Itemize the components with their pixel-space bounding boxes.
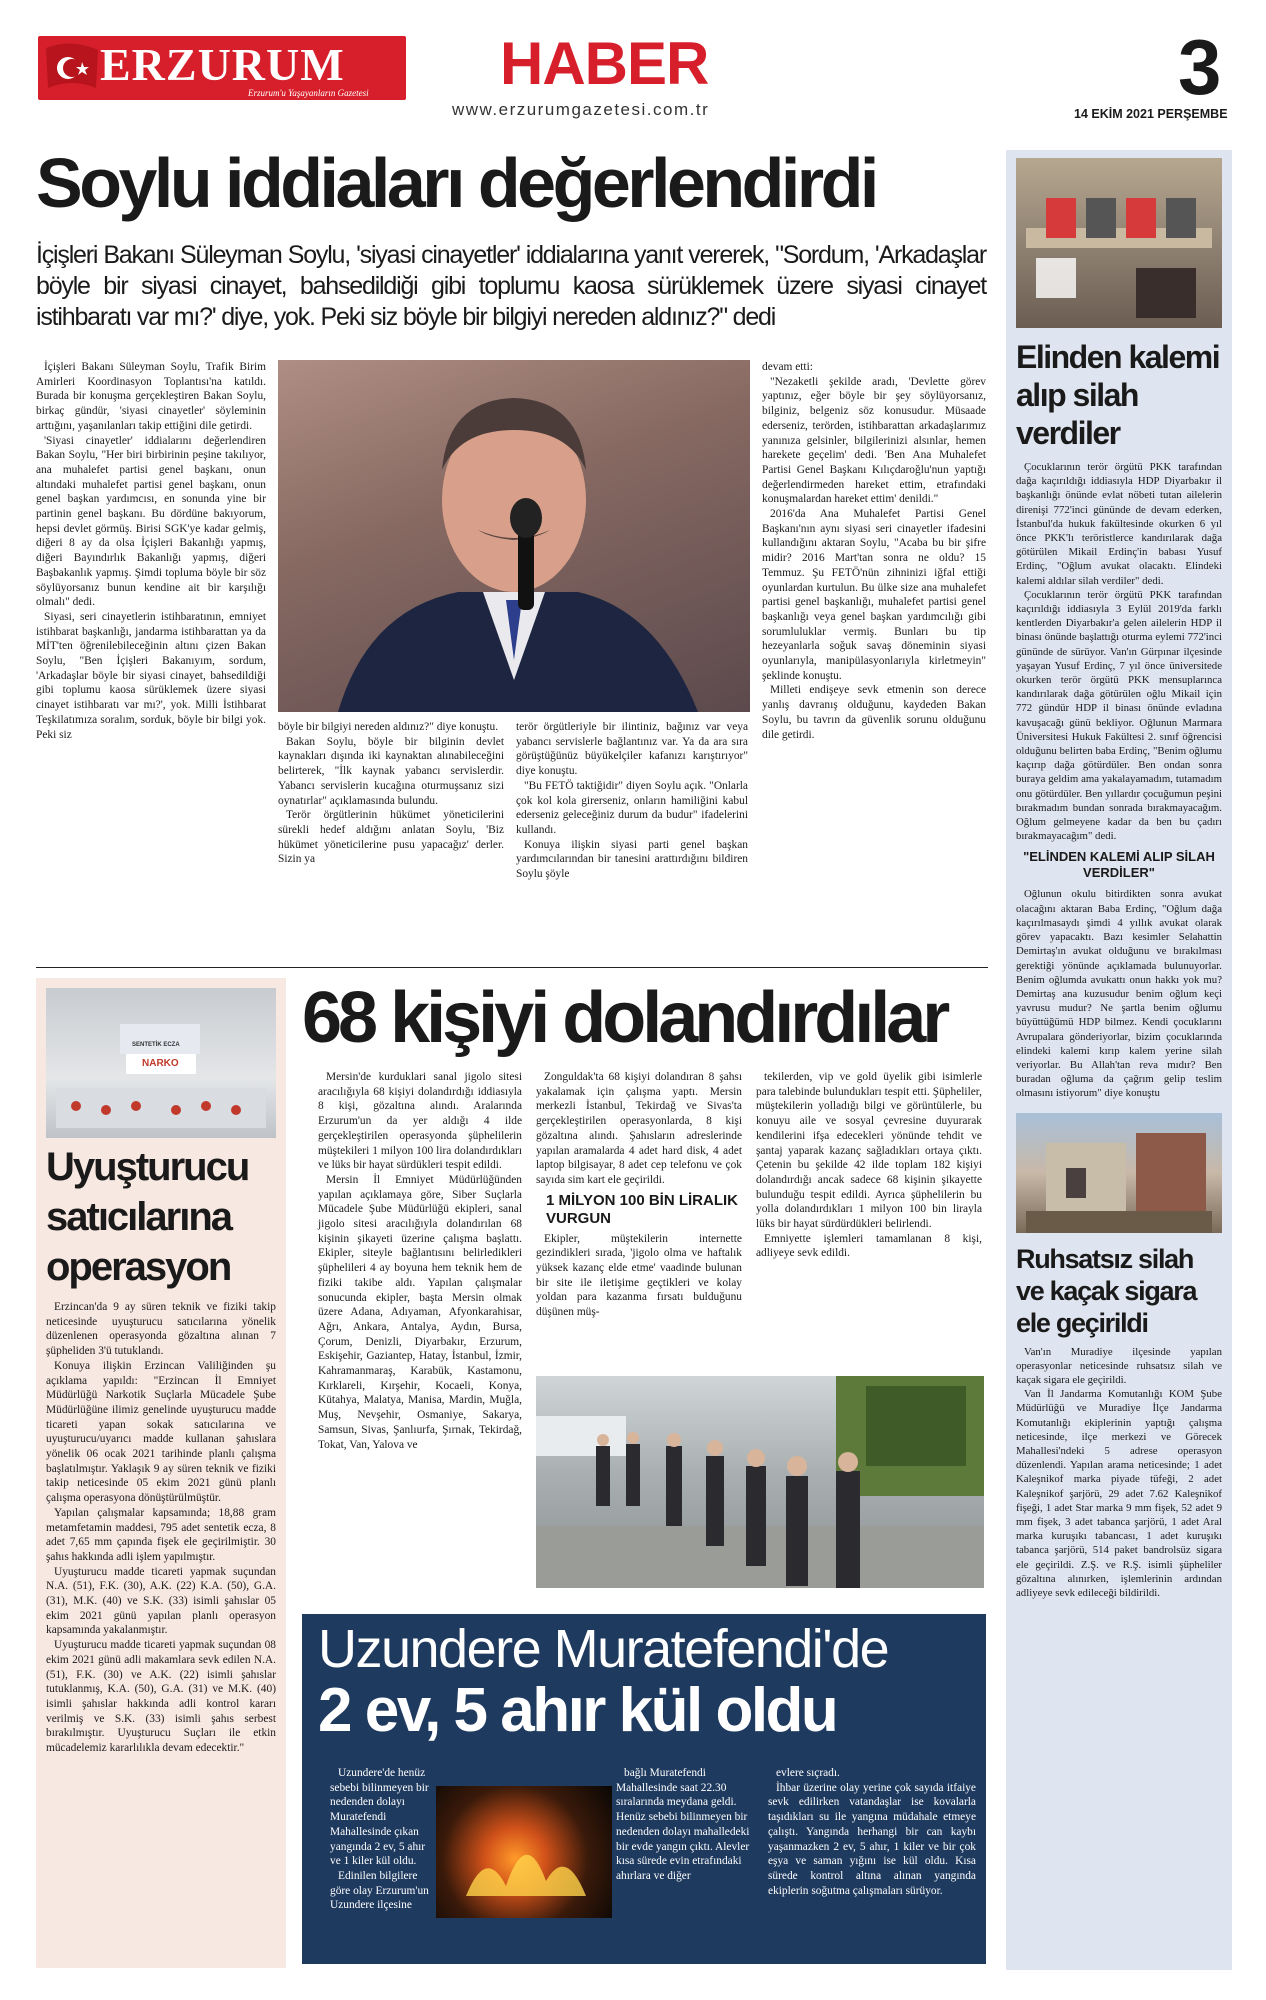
main-col2: böyle bir bilgiyi nereden aldınız?" diye konuştu. Bakan Soylu, böyle bir bilginin devlet kaynakları dışında iki kaynaktan alınabileceğini belirterek, "İlk kaynak yabancı servislerdir. Yabancı servislerin kucağına oturmuşsanız sizi oynatırlar" açıklamasında bulundu. Terör örgütlerinin hükümet yöneticilerini sürekli hedef aldığını anlatan Soylu, 'Biz hükümet yöneticilerine pusu yapacağız' derler. Sizin ya [278, 721, 504, 866]
flag-icon [42, 40, 102, 96]
drug-panel [36, 978, 286, 1968]
section-title: HABER [500, 30, 709, 97]
main-headline: Soylu iddiaları değerlendirdi [36, 144, 876, 222]
main-spot: İçişleri Bakanı Süleyman Soylu, 'siyasi cinayetler' iddialarına yanıt vererek, "Sordum, 'Arkadaşlar böyle bir siyasi cinayet, bahsedildiği gibi toplumu kaosa sürüklemek üzere siyasi cinayet istihbaratı var mı?' diye, yok. Peki siz böyle bir bilgiyi nereden aldınız?" dedi [36, 241, 986, 331]
fraud-photo [536, 1376, 984, 1588]
portrait-figure [278, 360, 750, 712]
logo [38, 36, 406, 100]
sidebar-photo-2 [1016, 1113, 1222, 1233]
drug-headline: Uyuşturucu satıcılarına operasyon [46, 1145, 249, 1289]
fraud-col1: Mersin'de kurduklari sanal jigolo sitesi aracılığıyla 68 kişiyi dolandırdığı iddiasıyla 8 kişi, gözaltına alındı. Aralarında Erzurum'un da yer aldığı 4 ilde gerçekleştirilen operasyonda şüphelilerin müştekileri 1 milyon 100 lira dolandırdıkları ve lüks bir hayat sürdükleri tespit edildi. Mersin İl Emniyet Müdürlüğünden yapılan açıklamaya göre, Siber Suçlarla Mücadele Şube Müdürlüğü ekipleri, sanal jigolo sitesi aracılığıyla dolandırılan 68 kişinin şikayeti üzerine çalışma başlattı. Ekipler, siteyle bağlantısını belirledikleri şüphelileri 4 ay boyuna hem teknik hem de fiziki takibe aldı. Yapılan çalışmalar sonucunda ekipler, başta Mersin olmak üzere Adana, Adıyaman, Afyonkarahisar, Ağrı, Ankara, Antalya, Aydın, Bursa, Çorum, Denizli, Diyarbakır, Erzurum, Eskişehir, Gaziantep, Hatay, İstanbul, İzmir, Kahramanmaraş, Karabük, Kastamonu, Kırklareli, Kırşehir, Kocaeli, Konya, Kütahya, Malatya, Manisa, Mardin, Muğla, Muş, Nevşehir, Osmaniye, Sakarya, Samsun, Sivas, Şanlıurfa, Şırnak, Tekirdağ, Tokat, Van, Yalova ve [318, 1071, 522, 1451]
main-col1: İçişleri Bakanı Süleyman Soylu, Trafik Birim Amirleri Koordinasyon Toplantısı'na katıldı. Burada bir konuşma gerçekleştiren Bakan Soylu, birkaç gündür, 'siyasi cinayetler' söyleminin arttığını, yaşanılanları takip ettiğini dile getirdi. 'Siyasi cinayetler' iddialarını değerlendiren Bakan Soylu, "Her biri birbirinin peşine takılıyor, ana muhalefet partisi genel başkanı, onun altındaki muhalefet partisi genel başkanı, onun genel başkan yardımcısı, en sonunda yine bir partinin genel başkanı. Bu dördüne bakıyorum, hepsi devlet görmüş. Birisi SGK'ye kadar gelmiş, diğeri 8 ay da olsa İçişleri Bakanlığı yapmış, diğeri Bayındırlık Bakanlığı yapmış, diğeri Başbakanlık yapmış. Şimdi topluma böyle bir söz söylüyorsanız bunun kendine ait bir karşılığı olmalı" dedi. Siyasi, seri cinayetlerin istihbaratının, emniyet istihbarat başkanlığı, jandarma istihbarattan ya da MİT'ten öğrenilebileceğinin altını çizen Bakan Soylu, "Ben İçişleri Bakanıyım, sordum, 'Arkadaşlar böyle bir siyasi cinayet, bahsedildiği gibi toplumu kaosa sürüklemek üzere siyasi cinayet istihbaratı var mı?', yok. Milli İstihbarat Teşkilatımıza soralım, sorduk, böyle bir bilgi yok. Peki siz [36, 361, 266, 741]
fire-headline-1: Uzundere Muratefendi'de [318, 1619, 889, 1679]
fraud-col3: tekilerden, vip ve gold üyelik gibi isimlerle para talebinde bulundukları tespit etti. Şüpheliler, müştekilerin yolladığı bilgi ve görüntülerle, bu konuyu aile ve sosyal çevresine duyurarak kendilerini ifşa edecekleri yönünde tehdit ve şantaj yaparak kazanç sağladıkları ortaya çıktı. Çetenin bu şekilde 42 ilde toplam 182 kişiyi dolandırdığı ancak sadece 68 kişinin şikayette bulunduğu tespit edildi. Ayrıca şüphelilerin bu yolla dolandırdıkları 1 milyon 100 bin lirayla lüks bir hayat sürdürdükleri belirlendi. Emniyette işlemleri tamamlanan 8 kişi, adliyeye sevk edildi. [756, 1071, 982, 1260]
masthead [0, 0, 1266, 140]
page-number: 3 [1178, 23, 1222, 111]
website-url: www.erzurumgazetesi.com.tr [452, 100, 710, 119]
sidebar-story2-body: Van'ın Muradiye ilçesinde yapılan operasyonlar neticesinde ruhsatsız silah ve kaçak sigara ele geçirildi. Van İl Jandarma Komutanlığı KOM Şube Müdürlüğü ve Muradiye İlçe Jandarma Komutanlığı ekiplerinin yaptığı çalışma neticesinde, ilçe merkezi ve Görecek Mahallesi'ndeki 5 adrese operasyon düzenlendi. Yapılan arama neticesinde; 1 adet Kaleşnikof marka piyade tüfeği, 2 adet Kaleşnikof şarjörü, 29 adet 7.62 Kaleşnikof fişeği, 1 adet Star marka 9 mm fişek, 52 adet 9 mm fişek, 3 adet tabanca şarjörü, 1 adet Aral marka kuruşıkı tabancası, 1 adet kuruşıkı tabanca şarjörü, 514 paket bandrolsüz sigara ele geçirildi. Z.Ş. ve R.Ş. isimli şüpheliler gözaltına alınırken, işlemlerinin ardından adliyeye sevk edileceği bildirildi. [1016, 1345, 1222, 1599]
fraud-subhead: 1 MİLYON 100 BİN LİRALIK VURGUN [546, 1191, 738, 1227]
photo-label: SENTETİK ECZA [132, 1042, 180, 1048]
logo-tagline: Erzurum'u Yaşayanların Gazetesi [248, 88, 369, 98]
drug-photo [46, 988, 276, 1138]
sidebar-panel: Elinden kalemi alıp silah verdiler Çocuklarının terör örgütü PKK tarafından dağa kaçırıldığı iddiasıyla HDP Diyarbakır il başkanlığı önünde evlat nöbeti tutan ailelerin direnişi 772'inci gününde de devam ederken, İstanbul'da hukuk fakültesinde okurken 6 yıl önce PKK'lı teröristlerce kandırılarak dağa götürülen Mikail Erdinç'in babası Yusuf Erdinç, "Oğlum avukat olacaktı. Elindeki kalemi aldılar silah verdiler" dedi. Çocuklarının terör örgütü PKK tarafından kaçırıldığı iddiasıyla 3 Eylül 2019'da farklı kentlerden Diyarbakır'a gelen ailelerin HDP il binası önünde başlattığı oturma eylemi 772'inci gününde de sürüyor. Van'ın Gürpınar ilçesinde yaşayan Yusuf Erdinç, 7 yıl önce üniversitede okurken terör örgütü PKK mensuplarınca kandırılarak dağa götürülen oğlu Mikail için 772 gündür HDP il binası önünde evladına kavuşacağı günü bekliyor. Oğlunun Marmara Üniversitesi Hukuk Fakültesi 2. sınıf öğrencisi olduğunu belirten baba Erdinç, "Benim oğlumu kaçırıp dağa götürdüler. Ben ondan sonra buraya geldim ama yakalayamadım, tutamadım onu götürdüler. Ben yıllardır çocuğumun peşini bırakmadım bundan sonrada bırakmayacağım. Oğlum gelmeyene kadar da ben bu çadırı bırakmayacağım" dedi. "ELİNDEN KALEMİ ALIP SİLAH VERDİLER" Oğlunun okulu bitirdikten sonra avukat olacağını aktaran Baba Erdinç, "Oğlum dağa kaçırılmasaydı şimdi 4 yıllık avukat olarak görev yapacaktı. Bazı kesimler Selahattin Demirtaş'ın avukat olduğunu ve bırakılması gerektiği yönünde açıklamada bulunuyorlar. Benim oğlumda avukattı onun hakkı yok mu? Demirtaş ana kuzusudur benim oğlum keçi yavrusu mudur? Ne şartla benim oğlumu büyüttüğümü HDP bilmez. Kendi çocuklarını Avrupalara gönderiyorlar, bizim çocuklarında elindeki kalemi kırıp kalem yerine silah veriyorlar. Bu Allah'tan reva mıdır? Ben buradan oğluma da çağrım gelip teslim olmasını istiyorum" diye konuştu Ruhsatsız silah ve kaçak sigara ele geçirildi Van'ın Muradiye ilçesinde yapılan operasyonlar neticesinde ruhsatsız silah ve kaçak sigara ele geçirildi. Van İl Jandarma Komutanlığı KOM Şube Müdürlüğü ve Muradiye İlçe Jandarma Komutanlığı ekiplerinin yaptığı çalışma neticesinde, ilçe merkezi ve Görecek Mahallesi'ndeki 5 adrese operasyon düzenlendi. Yapılan arama neticesinde; 1 adet Kaleşnikof marka piyade tüfeği, 2 adet Kaleşnikof şarjörü, 29 adet 7.62 Kaleşnikof fişeği, 1 adet Star marka 9 mm fişek, 52 adet 9 mm fişek, 3 adet tabanca şarjörü, 1 adet Aral marka kuruşıkı tabancası, 1 adet kuruşıkı tabanca şarjörü, 514 paket bandrolsüz sigara ele geçirildi. Z.Ş. ve R.Ş. isimli şüpheliler gözaltına alınırken, işlemlerinin ardından adliyeye sevk edileceği bildirildi. [1006, 150, 1232, 1970]
sidebar-subhead: "ELİNDEN KALEMİ ALIP SİLAH VERDİLER" [1023, 849, 1215, 881]
sidebar-headline-2: Ruhsatsız silah ve kaçak sigara ele geçirildi [1016, 1243, 1197, 1338]
divider [36, 967, 988, 968]
photo-label-narko: NARKO [142, 1058, 179, 1069]
fire-col3: evlere sıçradı. İhbar üzerine olay yerine çok sayıda itfaiye sevk edilirken vatandaşlar ise kovalarla taşıdıkları su ile yangına müdahale etmeye çalıştı. Yangında herhangi bir can kaybı yaşanmazken 2 ev, 5 ahır, 1 kiler ve bir çok eşya ve saman yığını ise kül oldu. Kısa sürede kontrol altına alınan yangında ekiplerin soğutma çalışmaları sürüyor. [768, 1767, 976, 1897]
main-col3: terör örgütleriyle bir ilintiniz, bağınız var veya yabancı servislerle bağlantınız var. Ya da ara sıra görüştüğünüz büyükelçiler kafanızı karıştırıyor" diye konuştu. "Bu FETÖ taktiğidir" diyen Soylu açık. "Onlarla çok kol kola girerseniz, onların hamiliğini kabul ederseniz geleceğiniz durum da budur" ifadelerini kullandı. Konuya ilişkin siyasi parti genel başkan yardımcılarından bir tanesini arattırdığını bildiren Soylu şöyle [516, 721, 748, 881]
drug-body: Erzincan'da 9 ay süren teknik ve fiziki takip neticesinde uyuşturucu satıcılarına yönelik düzenlenen operasyonda gözaltına alınan 7 şüpheliden 3'ü tutuklandı. Konuya ilişkin Erzincan Valiliğinden şu açıklama yapıldı: "Erzincan İl Emniyet Müdürlüğü Narkotik Suçlarla Mücadele Şube Müdürlüğüne ilimiz genelinde uyuşturucu madde ticareti yapan sokak satıcılarına ve uyuşturucu/uyarıcı madde kullanan şahıslara yönelik 06 ocak 2021 tarihinde planlı çalışma başlatılmıştır. Yaklaşık 9 ay süren teknik ve fiziki takip neticesinde 05 ekim 2021 günü planlı çalışma operasyona dönüştürülmüştür. Yapılan çalışmalar kapsamında; 18,88 gram metamfetamin maddesi, 795 adet sentetik ecza, 8 adet 7,65 mm çapında fişek ele geçirilmiştir. 30 şahıs hakkında adli işlem yapılmıştır. Uyuşturucu madde ticareti yapmak suçundan N.A. (51), F.K. (30), A.K. (22) K.A. (50), G.A. (31), M.K. (40) ve S.K. (33) isimli şahıslar 05 ekim 2021 günü yapılan planlı operasyon kapsamında yakalanmıştır. Uyuşturucu madde ticareti yapmak suçundan 08 ekim 2021 günü adli makamlara sevk edilen N.A. (51), F.K. (30) ve A.K. (22) isimli şahıslar tutuklanmış, K.A. (50), G.A. (31) ve M.K. (40) isimli şahıslar hakkında adli kontrol kararı verilmiş ve S.K. (33) isimli şahıs serbest bırakılmıştır. Uyuşturucu Suçları ile etkin mücadelemiz kararlılıkla devam edecektir." [46, 1301, 276, 1755]
logo-text: ERZURUM [100, 39, 345, 90]
issue-date: 14 EKİM 2021 PERŞEMBE [1074, 107, 1228, 121]
soylu-photo [278, 360, 750, 712]
fraud-headline: 68 kişiyi dolandırdılar [302, 978, 947, 1058]
fraud-col2: Zonguldak'ta 68 kişiyi dolandıran 8 şahsı yakalamak için çalışma yaptı. Mersin merkezli İstanbul, Tekirdağ ve Sivas'ta gerçekleştirilen operasyonlarda, 8 kişi gözaltına alındı. Şahısların adreslerinde yapılan aramalarda 4 adet hard disk, 4 adet laptop bilgisayar, 8 adet cep telefonu ve çok sayıda sim kart ele geçirildi. 1 MİLYON 100 BİN LİRALIK VURGUN Ekipler, müştekilerin internette gezindikleri sırada, 'jigolo olma ve haftalık yüksek kazanç elde etme' vaadinde bulunan bir site ile iletişime geçtikleri ve kolay yoldan para kazanma fırsatı bulduğunu düşünen müş- [536, 1071, 742, 1319]
sidebar-photo-1 [1016, 158, 1222, 328]
sidebar-story1-body: Çocuklarının terör örgütü PKK tarafından dağa kaçırıldığı iddiasıyla HDP Diyarbakır il başkanlığı önünde evlat nöbeti tutan ailelerin direnişi 772'inci gününde de devam ederken, İstanbul'da hukuk fakültesinde okurken 6 yıl önce PKK'lı teröristlerce kandırılarak dağa götürülen Mikail Erdinç'in babası Yusuf Erdinç, "Oğlum avukat olacaktı. Elindeki kalemi aldılar silah verdiler" dedi. Çocuklarının terör örgütü PKK tarafından kaçırıldığı iddiasıyla 3 Eylül 2019'da farklı kentlerden Diyarbakır'a gelen ailelerin HDP il binası önünde başlattığı oturma eylemi 772'inci gününde de sürüyor. Van'ın Gürpınar ilçesinde yaşayan Yusuf Erdinç, 7 yıl önce üniversitede okurken terör örgütü PKK mensuplarınca kandırılarak dağa götürülen oğlu Mikail için 772 gündür HDP il binası önünde evladına kavuşacağı günü bekliyor. Oğlunun Marmara Üniversitesi Hukuk Fakültesi 2. sınıf öğrencisi olduğunu belirten baba Erdinç, "Benim oğlumu kaçırıp dağa götürdüler. Ben ondan sonra buraya geldim ama yakalayamadım, tutamadım onu götürdüler. Ben yıllardır çocuğumun peşini bırakmadım bundan sonrada bırakmayacağım. Oğlum gelmeyene kadar da ben bu çadırı bırakmayacağım" dedi. [1016, 461, 1222, 843]
fire-col2: bağlı Muratefendi Mahallesinde saat 22.30 sıralarında meydana geldi. Henüz sebebi bilinmeyen bir nedenden dolayı mahalledeki bir evde yangın çıktı. Alevler kısa sürede evin etrafındaki ahırlara ve diğer [616, 1767, 750, 1882]
fire-headline-2: 2 ev, 5 ahır kül oldu [318, 1676, 837, 1745]
main-col4: devam etti: "Nezaketli şekilde aradı, 'Devlette görev yaptınız, eğer böyle bir şey söylüyorsanız, bilginiz, belgeniz söz konusudur. Müsaade ederseniz, terörden, istihbarattan arkadaşlarımız yanınıza gelsinler, bilgilerinizi alsınlar, hemen harekete geçelim' dedi. 'Ben Ana Muhalefet Partisi Genel Başkanı Kılıçdaroğlu'nun yaptığı değerlendirmeden hareket ettim, etrafındaki konuşmalardan hareket ettim' denildi." 2016'da Ana Muhalefet Partisi Genel Başkanı'nın aynı siyasi seri cinayetler ifadesini kullandığını aktaran Soylu, "Acaba bu bir şifre midir? 2016 Mart'tan sonra ne oldu? 15 Temmuz. Şu FETÖ'nün zihninizi iğfal ettiği oyunlardan kurtulun. Bu ülke size ana muhalefet partisi genel başkanlığı, muhalefet partisi genel başkanlığı veya genel başkan yardımcılığı gibi sorumluluklar vermiş. Bunları bu tip hezeyanlarla soğuk savaş döneminin siyasi oyunlarıyla, manipülasyonlarıyla kirletmeyin" şeklinde konuştu. Milleti endişeye sevk etmenin son derece yanlış davranış olduğunu, kaydeden Bakan Soylu, bu tavrın da güvenlik sorunu olduğunu dile getirdi. [762, 361, 986, 741]
fire-col1: Uzundere'de henüz sebebi bilinmeyen bir nedenden dolayı Muratefendi Mahallesinde çıkan yangında 2 ev, 5 ahır ve 1 kiler kül oldu. Edinilen bilgilere göre olay Erzurum'un Uzundere ilçesine [330, 1767, 429, 1912]
sidebar-headline-1: Elinden kalemi alıp silah verdiler [1016, 339, 1220, 451]
fire-photo [436, 1786, 612, 1918]
